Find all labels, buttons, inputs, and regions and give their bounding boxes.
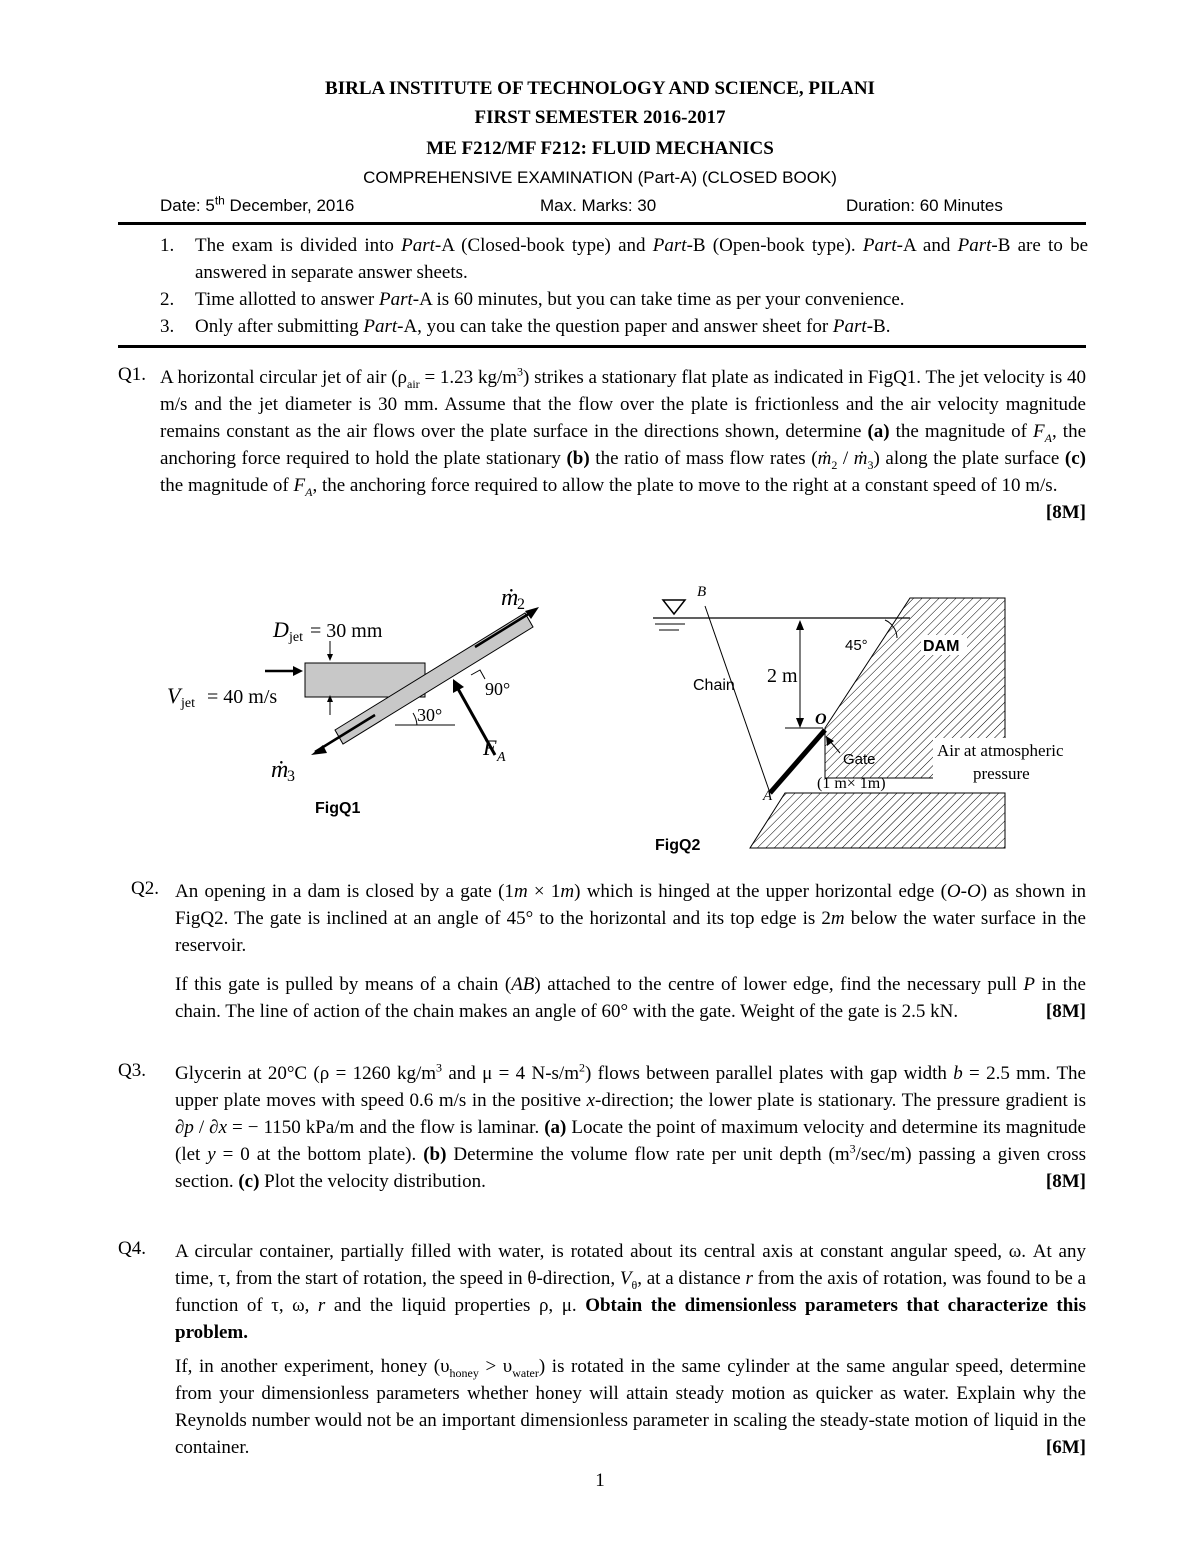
q4-number: Q4. (118, 1238, 146, 1259)
gate-size-label: (1 m× 1m) (817, 775, 886, 792)
q4-marks: [6M] (1045, 1437, 1086, 1458)
right-angle-mark (471, 670, 485, 679)
duration: Duration: 60 Minutes (846, 196, 1003, 215)
semester: FIRST SEMESTER 2016-2017 (474, 107, 726, 128)
djet-sub-label: jet (289, 630, 303, 645)
ground (750, 793, 1005, 848)
q2-text-2: If this gate is pulled by means of a chain (AB) attached to the centre of lower edge, find the necessary pull P in the chain. The line of action of the chain makes an angle of 60° with the gate. Weight of the gate is 2.5 kN. [8M] (175, 971, 1086, 1025)
max-marks: Max. Marks: 30 (540, 196, 657, 215)
angle-30-label: 30° (417, 705, 443, 725)
figure-q2 (645, 578, 1095, 858)
instructions-rule (118, 345, 1086, 348)
figure-q1 (155, 575, 575, 825)
exam-date: Date: 5th December, 2016 (160, 193, 355, 215)
institute-name: BIRLA INSTITUTE OF TECHNOLOGY AND SCIENCE, PILANI (325, 78, 875, 99)
header-rule (118, 222, 1086, 225)
air-label-line2: pressure (973, 764, 1030, 783)
m2-sub: 2 (517, 596, 525, 613)
chain-line (705, 606, 770, 793)
gate-label: Gate (843, 751, 876, 768)
djet-value: = 30 mm (310, 620, 383, 642)
q2-marks: [8M] (1045, 1001, 1086, 1022)
air-label-line1: Air at atmospheric (937, 741, 1064, 760)
q3-marks: [8M] (1045, 1171, 1086, 1192)
point-b-label: B (697, 584, 707, 600)
point-o-label: O (815, 711, 827, 728)
course-title: ME F212/MF F212: FLUID MECHANICS (426, 138, 774, 159)
dam-label: DAM (923, 638, 960, 655)
q2-number: Q2. (131, 878, 159, 899)
q2-text: An opening in a dam is closed by a gate (1m × 1m) which is hinged at the upper horizontal edge (O-O) as shown in FigQ2. The gate is inclined at an angle of 45° to the horizontal and its top edge is 2m below the water surface in the reservoir. (175, 881, 1086, 956)
page-number: 1 (595, 1470, 605, 1491)
depth-label: 2 m (767, 665, 798, 687)
fa-sub: A (497, 750, 506, 765)
vjet-value: = 40 m/s (207, 686, 278, 708)
instruction-2: 2. Time allotted to answer Part-A is 60 minutes, but you can take time as per your convenience. (160, 289, 905, 310)
djet-d-label: D (273, 617, 289, 642)
q1-marks: [8M] (1045, 502, 1086, 523)
q4-text-2: If, in another experiment, honey $(\upsilon_{honey} > \upsilon_{water})$ is rotated in the same cylinder at the same angular speed, determine from your dimensionless parameters whether honey will attain steady motion as quicker as water. Explain why the Reynolds number would not be an important dimensionless parameter in scaling the steady-state motion of liquid in the container. [6M] (175, 1353, 1086, 1461)
water-surface-symbol (663, 600, 685, 614)
vjet-sub-label: jet (181, 696, 195, 711)
exam-title: COMPREHENSIVE EXAMINATION (Part-A) (CLOSED BOOK) (363, 168, 837, 187)
instruction-1: 1. The exam is divided into Part-A (Closed-book type) and Part-B (Open-book type). Part-A and Part-B are to be answered in separate answer sheets. (160, 235, 1089, 283)
chain-label: Chain (693, 677, 735, 694)
q4-text: A circular container, partially filled with water, is rotated about its central axis at constant angular speed, ω. At any time, τ, from the start of rotation, the speed in θ-direction, $V_\theta$, at a distance r from the axis of rotation, was found to be a function of τ, ω, r and the liquid properties ρ, μ. Obtain the dimensionless parameters that characterize this problem. (175, 1241, 1086, 1343)
fa-label: F (483, 735, 497, 760)
point-a-label: A (763, 788, 773, 804)
m2-label: ṁ (501, 585, 519, 611)
q3-number: Q3. (118, 1060, 146, 1081)
figq2-caption: FigQ2 (655, 837, 701, 854)
instruction-3: 3. Only after submitting Part-A, you can take the question paper and answer sheet for Part-B. (160, 316, 891, 337)
q1-number: Q1. (118, 364, 146, 385)
q1-text: A horizontal circular jet of air ($\rho_{air} = 1.23$ $kg/m^3$) strikes a stationary flat plate as indicated in FigQ1. The jet velocity is 40 m/s and the jet diameter is 30 mm. Assume that the flow over the plate is frictionless and the air velocity magnitude remains constant as the air flows over the plate surface in the directions shown, determine (a) the magnitude of $F_A$, the anchoring force required to hold the plate stationary (b) the ratio of mass flow rates (ṁ$_2$ / ṁ$_3$) along the plate surface (c) the magnitude of $F_A$, the anchoring force required to allow the plate to move to the right at a constant speed of 10 m/s. [8M] (160, 364, 1086, 526)
q3-text: Glycerin at 20°C (ρ = 1260 $kg/m^3$ and μ = 4 $N-s/m^2$) flows between parallel plates with gap width b = 2.5 mm. The upper plate moves with speed 0.6 m/s in the positive x-direction; the lower plate is stationary. The pressure gradient is ∂p / ∂x = − 1150 kPa/m and the flow is laminar. (a) Locate the point of maximum velocity and determine its magnitude (let y = 0 at the bottom plate). (b) Determine the volume flow rate per unit depth $(m^3/\sec/m)$ passing a given cross section. (c) Plot the velocity distribution. [8M] (175, 1060, 1086, 1195)
m3-label: ṁ (271, 757, 289, 783)
m3-sub: 3 (287, 768, 295, 785)
m3-flow-arrow (315, 715, 375, 752)
vjet-v-label: V (167, 683, 181, 708)
angle-45-label: 45° (845, 637, 868, 654)
figq1-caption: FigQ1 (315, 800, 361, 817)
angle-90-label: 90° (485, 679, 511, 699)
